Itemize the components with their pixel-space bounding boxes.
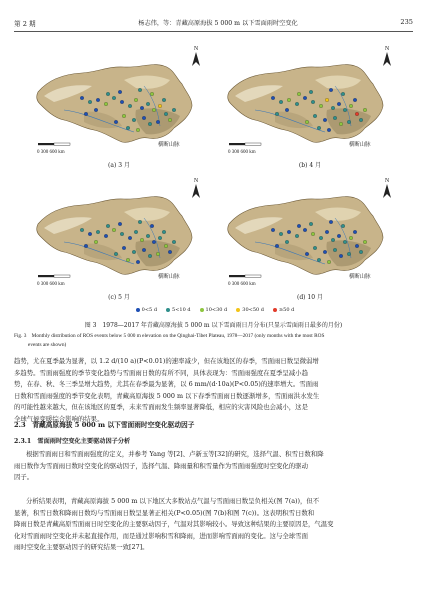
map-caption: (b) 4 月 [298, 162, 322, 169]
scale-bar [38, 143, 54, 145]
section-heading: 2.3 青藏高原海拔 5 000 m 以下雪面雨时空变化驱动因子 [14, 421, 195, 429]
station-point [94, 108, 98, 112]
station-point [303, 228, 307, 232]
station-point [325, 98, 329, 102]
station-point [339, 122, 343, 126]
station-point [309, 222, 313, 226]
station-point [349, 104, 353, 108]
station-point [136, 260, 140, 264]
north-label: N [384, 178, 390, 184]
station-point [158, 104, 162, 108]
station-point [114, 252, 118, 256]
figure-caption-english: Fig. 3 Monthly distribution of ROS events below 5 000 m elevation on the Qinghai-Tibet Plateau, 1978—2017 (only months with the most ROS events are shown) [14, 333, 325, 348]
station-point [120, 100, 124, 104]
station-point [136, 128, 140, 132]
map-panel-march [24, 40, 214, 170]
station-point [295, 102, 299, 106]
station-point [337, 102, 341, 106]
scale-bar [38, 275, 54, 277]
north-label: N [384, 46, 390, 52]
station-point [96, 230, 100, 234]
station-point [287, 230, 291, 234]
station-point [150, 224, 154, 228]
station-point [142, 116, 146, 120]
plateau-map [215, 172, 405, 290]
station-point [285, 240, 289, 244]
station-point [162, 230, 166, 234]
region-label: 横断山脉 [158, 142, 180, 148]
scale-bar [54, 143, 70, 145]
map-panel-may [24, 172, 214, 302]
station-point [319, 236, 323, 240]
station-point [285, 108, 289, 112]
station-point [303, 96, 307, 100]
station-point [84, 112, 88, 116]
plateau-map [24, 172, 214, 290]
station-point [327, 128, 331, 132]
legend-dot-icon [166, 308, 170, 312]
station-point [134, 98, 138, 102]
station-point [271, 228, 275, 232]
map-panel-april [215, 40, 405, 170]
station-point [126, 126, 130, 130]
station-point [295, 234, 299, 238]
station-point [96, 98, 100, 102]
station-point [106, 224, 110, 228]
station-point [122, 246, 126, 250]
map-legend [70, 305, 360, 314]
station-point [80, 228, 84, 232]
station-point [80, 96, 84, 100]
station-point [331, 238, 335, 242]
station-point [317, 126, 321, 130]
station-point [311, 232, 315, 236]
station-point [148, 254, 152, 258]
station-point [120, 232, 124, 236]
station-point [138, 88, 142, 92]
station-point [343, 108, 347, 112]
legend-item: 30<50 d [236, 307, 264, 313]
station-point [162, 98, 166, 102]
station-point [349, 236, 353, 240]
map-caption: (d) 10 月 [297, 294, 323, 301]
station-point [309, 90, 313, 94]
station-point [359, 118, 363, 122]
station-point [359, 250, 363, 254]
station-point [138, 220, 142, 224]
station-point [132, 250, 136, 254]
station-point [164, 112, 168, 116]
plateau-map [24, 40, 214, 158]
station-point [275, 244, 279, 248]
running-title: 杨志伟，等：青藏高原海拔 5 000 m 以下雪面雨时空变化 [138, 20, 298, 27]
station-point [323, 118, 327, 122]
station-point [140, 238, 144, 242]
station-point [329, 220, 333, 224]
station-point [327, 260, 331, 264]
station-point [140, 106, 144, 110]
station-point [313, 114, 317, 118]
station-point [106, 92, 110, 96]
station-point [156, 120, 160, 124]
north-label: N [193, 46, 199, 52]
station-point [146, 234, 150, 238]
station-point [134, 230, 138, 234]
station-point [152, 240, 156, 244]
legend-item: 5<10 d [166, 307, 191, 313]
station-point [152, 108, 156, 112]
station-point [128, 236, 132, 240]
station-point [156, 252, 160, 256]
legend-dot-icon [136, 308, 140, 312]
station-point [323, 250, 327, 254]
station-point [142, 248, 146, 252]
legend-item: 10<30 d [200, 307, 228, 313]
station-point [337, 234, 341, 238]
station-point [347, 120, 351, 124]
station-point [297, 224, 301, 228]
scale-bar [229, 275, 245, 277]
issue-number: 第 2 期 [14, 20, 36, 28]
scale-label: 0 300 600 km [228, 282, 256, 287]
station-point [355, 244, 359, 248]
station-point [341, 92, 345, 96]
station-point [329, 88, 333, 92]
station-point [148, 122, 152, 126]
map-caption: (c) 5 月 [108, 294, 130, 301]
station-point [146, 102, 150, 106]
station-point [126, 258, 130, 262]
station-point [287, 98, 291, 102]
station-point [363, 108, 367, 112]
map-caption: (a) 3 月 [108, 162, 130, 169]
north-label: N [193, 178, 199, 184]
station-point [353, 98, 357, 102]
station-point [168, 118, 172, 122]
station-point [331, 106, 335, 110]
legend-item: ≥50 d [273, 307, 294, 313]
station-point [172, 108, 176, 112]
station-point [343, 240, 347, 244]
station-point [279, 100, 283, 104]
station-point [353, 230, 357, 234]
legend-dot-icon [273, 308, 277, 312]
station-point [172, 240, 176, 244]
scale-bar [245, 275, 261, 277]
station-point [347, 252, 351, 256]
station-point [88, 232, 92, 236]
station-point [271, 96, 275, 100]
legend-dot-icon [200, 308, 204, 312]
station-point [355, 112, 359, 116]
station-point [319, 104, 323, 108]
station-point [313, 246, 317, 250]
figure-caption-chinese: 图 3 1978—2017 年青藏高原海拔 5 000 m 以下雪面雨日月分布(只显示雪面雨日最多的月份) [84, 322, 343, 329]
station-point [114, 120, 118, 124]
legend-item: 0<5 d [136, 307, 157, 313]
subsection-heading: 2.3.1 雪面雨时空变化主要驱动因子分析 [14, 438, 131, 445]
region-label: 横断山脉 [158, 274, 180, 280]
region-label: 横断山脉 [349, 274, 371, 280]
station-point [118, 90, 122, 94]
station-point [104, 102, 108, 106]
station-point [341, 224, 345, 228]
station-point [305, 120, 309, 124]
region-label: 横断山脉 [349, 142, 371, 148]
station-point [88, 100, 92, 104]
paragraph-trend: 趋势，尤在夏季最为显著，以 1.2 d/(10 a)(P<0.01)的速率减少，但在该地区的春季，雪面雨日数呈微弱增 多趋势。雪面雨强度的季节变化趋势与雪面雨日数的有所不同，具体表现为：雪面雨强度在夏季呈减小趋 势，在春、秋、冬三季呈增大趋势，尤其在春季最为显著，以 6 mm/(d·10a)(P<0.05)的速率增大。雪面雨 日数和雪面雨强度的季节变化表明，青藏高原海拔 5 000 m 以下春季雪面雨日数逐渐增多，雪面雨洪水发生 的可能性越来越大，但在该地区的夏季，未来雪面雨发生频率显著降低，相应的灾害风险也会减小，这是 全球气候变暖综合影响的结果。 [14, 357, 320, 423]
station-point [104, 234, 108, 238]
station-point [325, 230, 329, 234]
paragraph-analysis-results: 分析结果表明，青藏高原海拔 5 000 m 以下地区大多数站点气温与雪面雨日数呈负相关(图 7(a))，但不 显著，积雪日数和降雨日数均与雪面雨日数呈显著正相关(P<0.05)(图 7(b)和图 7(c))。这表明积雪日数和 降雨日数是青藏高原雪面雨日时空变化的主要驱动因子，气温对其影响较小。导致这种结果的主要原因是，气温变 化对雪面雨时空变化并未起直接作用，而是通过影响积雪和降雨，进而影响雪面雨的变化。这与全球雪面 雨时空变化主要驱动因子的研究结果一致[27]。 [14, 497, 334, 552]
scale-bar [54, 275, 70, 277]
station-point [94, 240, 98, 244]
station-point [84, 244, 88, 248]
page-number: 235 [400, 18, 413, 26]
station-point [333, 248, 337, 252]
station-point [168, 250, 172, 254]
page-header [14, 18, 413, 32]
station-point [164, 244, 168, 248]
legend-dot-icon [236, 308, 240, 312]
paragraph-driving-factors: 根据雪面雨日和雪面雨强度的定义，并参考 Yang 等[2]、卢新玉等[32]的研究，选择气温、积雪日数和降 雨日数作为雪面雨日数时空变化的驱动因子，选择气温、降雨量和积雪量作为雪面雨强度时空变化的驱动 因子。 [14, 450, 324, 482]
station-point [275, 112, 279, 116]
station-point [112, 228, 116, 232]
station-point [317, 258, 321, 262]
scale-bar [245, 143, 261, 145]
scale-label: 0 300 600 km [37, 282, 65, 287]
station-point [112, 96, 116, 100]
station-point [128, 104, 132, 108]
station-point [339, 254, 343, 258]
plateau-map [215, 40, 405, 158]
station-point [158, 236, 162, 240]
station-point [297, 92, 301, 96]
map-panel-october [215, 172, 405, 302]
station-point [363, 240, 367, 244]
scale-bar [229, 143, 245, 145]
scale-label: 0 300 600 km [228, 150, 256, 155]
station-point [279, 232, 283, 236]
station-point [150, 92, 154, 96]
station-point [122, 114, 126, 118]
station-point [333, 116, 337, 120]
scale-label: 0 300 600 km [37, 150, 65, 155]
station-point [118, 222, 122, 226]
station-point [311, 100, 315, 104]
station-point [305, 252, 309, 256]
station-point [132, 118, 136, 122]
